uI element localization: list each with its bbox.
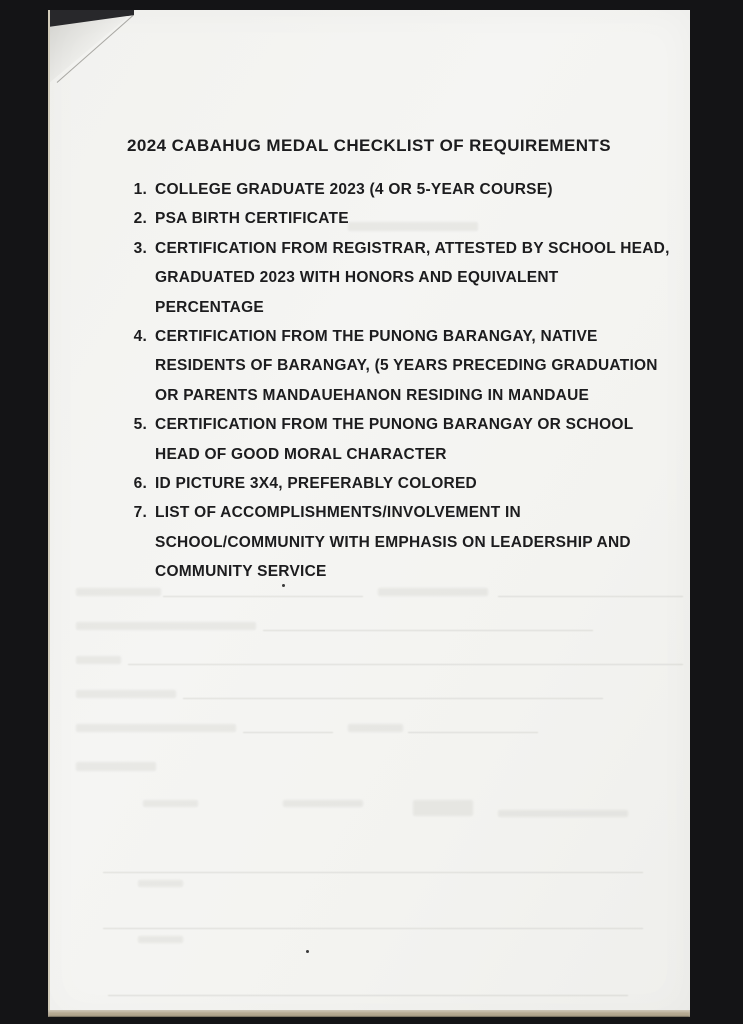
item-text: GRADUATED 2023 WITH HONORS AND EQUIVALENT bbox=[155, 269, 559, 287]
paper-speck bbox=[306, 950, 309, 953]
checklist-item-6 bbox=[125, 469, 645, 498]
item-text: CERTIFICATION FROM THE PUNONG BARANGAY, NATIVE bbox=[155, 328, 598, 346]
item-number: 1. bbox=[133, 181, 147, 198]
bleed-through-line bbox=[408, 732, 538, 733]
checklist-item-2 bbox=[125, 204, 645, 233]
checklist-item-1 bbox=[125, 175, 645, 204]
bleed-through-smudge bbox=[143, 800, 198, 807]
paper-stack-edge bbox=[48, 1010, 690, 1017]
item-number: 6. bbox=[133, 475, 147, 493]
bleed-through-smudge bbox=[378, 588, 488, 596]
item-number: 2. bbox=[133, 210, 147, 228]
document-title: 2024 CABAHUG MEDAL CHECKLIST OF REQUIREMENTS bbox=[127, 136, 611, 155]
bleed-through-smudge bbox=[138, 936, 183, 943]
checklist-item-7 bbox=[125, 498, 645, 586]
item-text: COLLEGE GRADUATE 2023 (4 OR 5-YEAR COURSE) bbox=[155, 181, 553, 198]
checklist-item-5 bbox=[125, 410, 645, 469]
bleed-through-line bbox=[128, 664, 683, 665]
item-text: RESIDENTS OF BARANGAY, (5 YEARS PRECEDING GRADUATION bbox=[155, 357, 658, 375]
bleed-through-line bbox=[263, 630, 593, 631]
bleed-through-line bbox=[183, 698, 603, 699]
bleed-through-smudge bbox=[76, 588, 161, 596]
requirements-checklist bbox=[125, 175, 670, 587]
bleed-through-line bbox=[108, 995, 628, 996]
item-number: 3. bbox=[133, 239, 147, 257]
bleed-through-smudge bbox=[348, 724, 403, 732]
bleed-through-smudge bbox=[76, 762, 156, 771]
item-text: CERTIFICATION FROM REGISTRAR, ATTESTED BY SCHOOL HEAD, bbox=[155, 239, 670, 257]
paper-left-edge bbox=[48, 10, 50, 1017]
bleed-through-smudge bbox=[76, 724, 236, 732]
item-text: PERCENTAGE bbox=[155, 298, 265, 316]
item-text: PSA BIRTH CERTIFICATE bbox=[155, 210, 349, 228]
item-text: LIST OF ACCOMPLISHMENTS/INVOLVEMENT IN bbox=[155, 504, 521, 522]
scanned-document-page bbox=[48, 10, 690, 1017]
checklist-item-4 bbox=[125, 322, 658, 410]
bleed-through-smudge bbox=[138, 880, 183, 887]
item-number: 4. bbox=[133, 328, 147, 346]
item-text: HEAD OF GOOD MORAL CHARACTER bbox=[155, 445, 447, 463]
item-text: CERTIFICATION FROM THE PUNONG BARANGAY OR SCHOOL bbox=[155, 416, 634, 434]
bleed-through-smudge bbox=[413, 800, 473, 816]
bleed-through-line bbox=[103, 872, 643, 873]
item-text: OR PARENTS MANDAUEHANON RESIDING IN MANDAUE bbox=[155, 386, 590, 404]
item-text: COMMUNITY SERVICE bbox=[155, 563, 327, 581]
bleed-through-smudge bbox=[76, 656, 121, 664]
bleed-through-line bbox=[163, 596, 363, 597]
bleed-through-smudge bbox=[283, 800, 363, 807]
item-text: SCHOOL/COMMUNITY WITH EMPHASIS ON LEADERSHIP AND bbox=[155, 533, 631, 551]
item-number: 5. bbox=[133, 416, 147, 434]
bleed-through-line bbox=[103, 928, 643, 929]
bleed-through-line bbox=[498, 596, 683, 597]
checklist-item-3 bbox=[125, 234, 670, 322]
bleed-through-line bbox=[243, 732, 333, 733]
item-text: ID PICTURE 3X4, PREFERABLY COLORED bbox=[155, 475, 478, 493]
bleed-through-smudge bbox=[498, 810, 628, 817]
bleed-through-smudge bbox=[76, 690, 176, 698]
item-number: 7. bbox=[133, 504, 147, 522]
bleed-through-smudge bbox=[76, 622, 256, 630]
